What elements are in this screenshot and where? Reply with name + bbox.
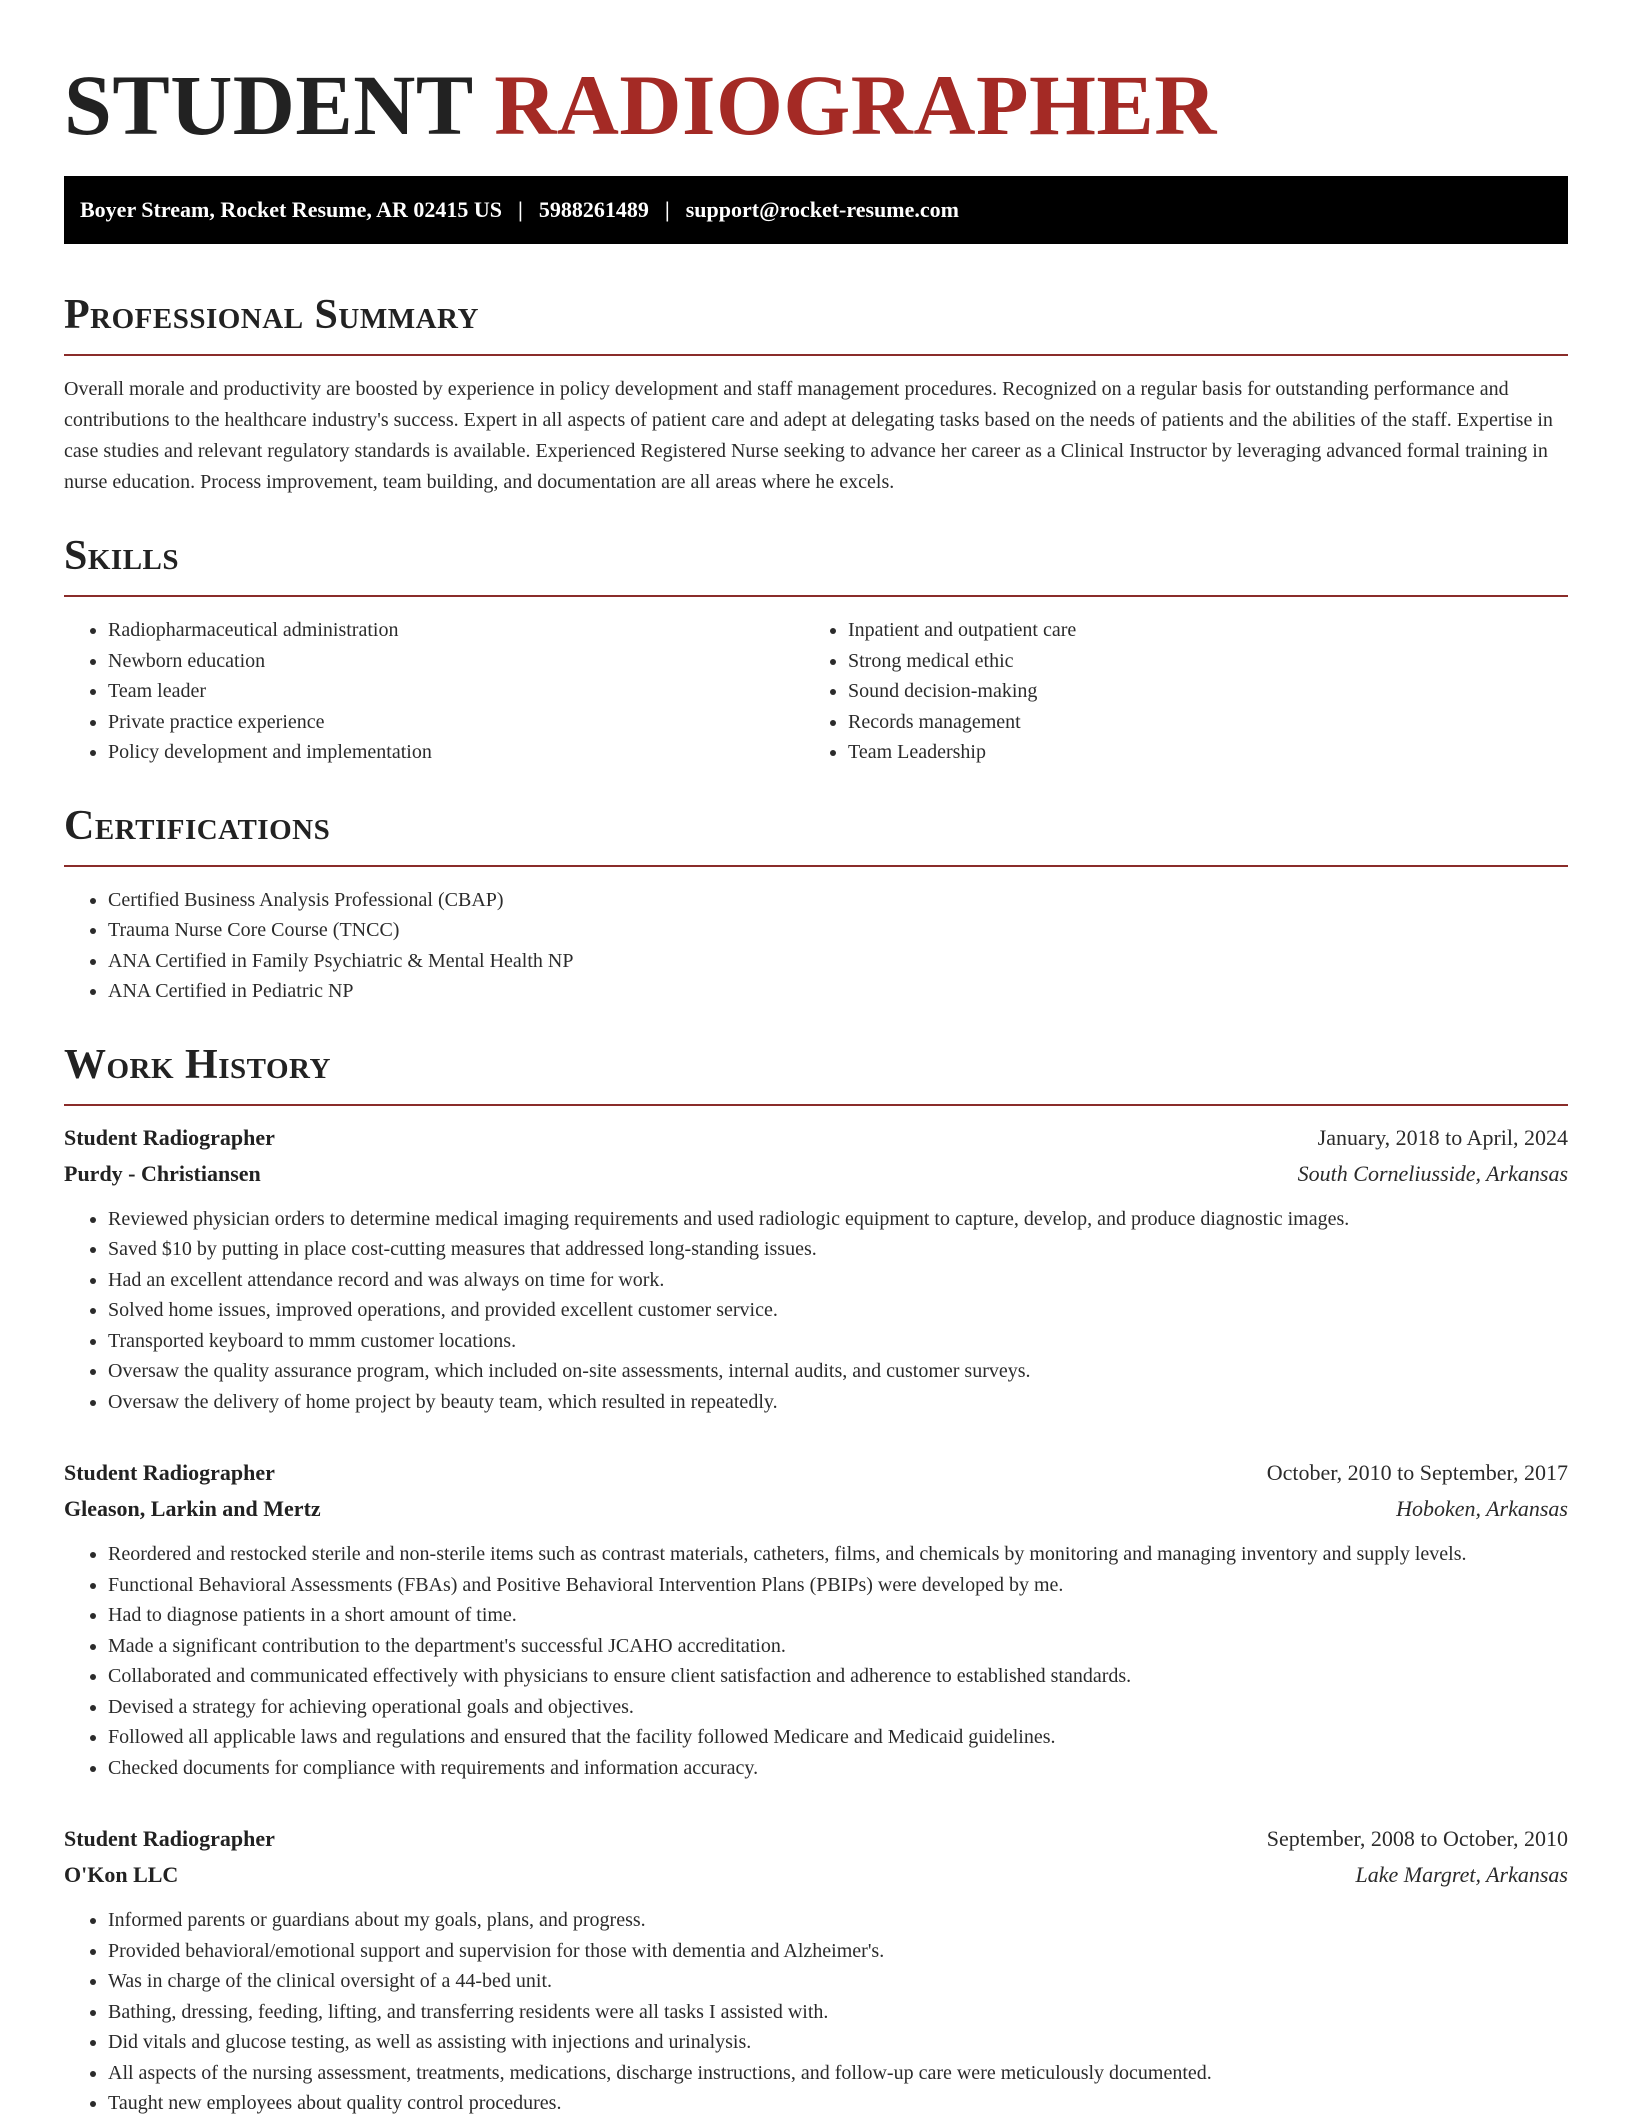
job-dates: January, 2018 to April, 2024 — [1317, 1124, 1568, 1150]
skills-column-right — [804, 615, 1564, 768]
job-bullet: • Oversaw the delivery of home project by beauty team, which resulted in repeatedly. — [108, 1387, 1568, 1418]
job-bullet: • All aspects of the nursing assessment, treatments, medications, discharge instructions, and follow-up care were meticulously documented. — [108, 2058, 1568, 2089]
contact-phone: 5988261489 — [538, 197, 649, 222]
skill-item: • Radiopharmaceutical administration — [108, 615, 804, 646]
skills-list-right — [804, 615, 1564, 768]
name-last: RADIOGRAPHER — [494, 57, 1217, 153]
job-title: Student Radiographer — [64, 1460, 275, 1485]
job-bullet: • Transported keyboard to mmm customer locations. — [108, 1326, 1568, 1357]
job-bullets — [64, 1539, 1568, 1783]
section-title-summary: Professional Summary — [64, 292, 479, 338]
skill-item: • Records management — [848, 707, 1564, 738]
certification-item: • ANA Certified in Family Psychiatric & Mental Health NP — [108, 946, 1568, 977]
job-bullet: • Did vitals and glucose testing, as well as assisting with injections and urinalysis. — [108, 2027, 1568, 2058]
section-divider — [64, 865, 1568, 867]
section-divider — [64, 1104, 1568, 1106]
certifications-section — [64, 802, 1568, 1007]
contact-separator: | — [664, 197, 670, 222]
job-bullet: • Reviewed physician orders to determine medical imaging requirements and used radiologic equipment to capture, develop, and produce diagnostic images. — [108, 1204, 1568, 1235]
job-subheader-row — [64, 1491, 1568, 1527]
contact-email: support@rocket-resume.com — [685, 197, 959, 222]
job-bullet: • Bathing, dressing, feeding, lifting, and transferring residents were all tasks I assisted with. — [108, 1997, 1568, 2028]
job-bullet: • Saved $10 by putting in place cost-cutting measures that addressed long-standing issues. — [108, 1234, 1568, 1265]
name-first: STUDENT — [64, 57, 473, 153]
job-entry — [64, 1120, 1568, 1418]
work-section — [64, 1041, 1568, 2119]
job-bullet: • Taught new employees about quality control procedures. — [108, 2088, 1568, 2119]
certification-item: • Certified Business Analysis Professional (CBAP) — [108, 885, 1568, 916]
skills-column-left — [64, 615, 804, 768]
job-bullet: • Made a significant contribution to the department's successful JCAHO accreditation. — [108, 1631, 1568, 1662]
job-entry — [64, 1455, 1568, 1783]
contact-address: Boyer Stream, Rocket Resume, AR 02415 US — [80, 197, 503, 222]
skill-item: • Newborn education — [108, 646, 804, 677]
job-bullets — [64, 1204, 1568, 1418]
job-bullet: • Checked documents for compliance with requirements and information accuracy. — [108, 1753, 1568, 1784]
skill-item: • Policy development and implementation — [108, 737, 804, 768]
job-bullet: • Devised a strategy for achieving operational goals and objectives. — [108, 1692, 1568, 1723]
section-divider — [64, 354, 1568, 356]
skills-section — [64, 535, 1568, 768]
skill-item: • Inpatient and outpatient care — [848, 615, 1564, 646]
summary-text: Overall morale and productivity are boosted by experience in policy development and staff management procedures. Recognized on a regular basis for outstanding performance and contributions to the healthcare industry's success. Expert in all aspects of patient care and adept at delegating tasks based on the needs of patients and the abilities of the staff. Expertise in case studies and relevant regulatory standards is available. Experienced Registered Nurse seeking to advance her career as a Clinical Instructor by leveraging advanced formal training in nurse education. Process improvement, team building, and documentation are all areas where he excels. — [64, 378, 1553, 493]
job-bullet: • Had to diagnose patients in a short amount of time. — [108, 1600, 1568, 1631]
job-dates: October, 2010 to September, 2017 — [1266, 1460, 1568, 1485]
job-bullet: • Collaborated and communicated effectively with physicians to ensure client satisfaction and adherence to established standards. — [108, 1661, 1568, 1692]
certification-item: • ANA Certified in Pediatric NP — [108, 976, 1568, 1007]
job-company: O'Kon LLC — [64, 1862, 179, 1887]
job-bullet: • Informed parents or guardians about my goals, plans, and progress. — [108, 1905, 1568, 1936]
job-bullet: • Functional Behavioral Assessments (FBAs) and Positive Behavioral Intervention Plans (PBIPs) were developed by me. — [108, 1570, 1568, 1601]
job-header-row — [64, 1455, 1568, 1491]
job-title: Student Radiographer — [64, 1826, 275, 1851]
job-bullets — [64, 1905, 1568, 2119]
certification-item: • Trauma Nurse Core Course (TNCC) — [108, 915, 1568, 946]
skills-grid — [64, 615, 1568, 768]
certifications-list — [64, 885, 1568, 1007]
job-company: Purdy - Christiansen — [64, 1160, 261, 1186]
job-bullet: • Solved home issues, improved operations, and provided excellent customer service. — [108, 1295, 1568, 1326]
section-divider — [64, 595, 1568, 597]
skill-item: • Team leader — [108, 676, 804, 707]
section-title-skills: Skills — [64, 533, 180, 579]
skill-item: • Sound decision-making — [848, 676, 1564, 707]
job-title: Student Radiographer — [64, 1124, 275, 1150]
job-header-row — [64, 1821, 1568, 1857]
skill-item: • Strong medical ethic — [848, 646, 1564, 677]
resume-name — [64, 57, 1568, 153]
job-location: Hoboken, Arkansas — [1396, 1496, 1568, 1521]
job-subheader-row — [64, 1156, 1568, 1192]
skill-item: • Private practice experience — [108, 707, 804, 738]
job-bullet: • Was in charge of the clinical oversight of a 44-bed unit. — [108, 1966, 1568, 1997]
summary-section — [64, 294, 1568, 498]
skills-list-left — [64, 615, 804, 768]
job-location: South Corneliusside, Arkansas — [1297, 1160, 1568, 1186]
job-bullet: • Had an excellent attendance record and was always on time for work. — [108, 1265, 1568, 1296]
job-bullet: • Oversaw the quality assurance program, which included on-site assessments, internal audits, and customer surveys. — [108, 1356, 1568, 1387]
section-title-certifications: Certifications — [64, 802, 331, 849]
job-bullet: • Followed all applicable laws and regulations and ensured that the facility followed Medicare and Medicaid guidelines. — [108, 1722, 1568, 1753]
job-location: Lake Margret, Arkansas — [1355, 1862, 1568, 1887]
section-title-work-history: Work History — [64, 1041, 331, 1088]
job-bullet: • Provided behavioral/emotional support and supervision for those with dementia and Alzheimer's. — [108, 1936, 1568, 1967]
job-dates: September, 2008 to October, 2010 — [1266, 1826, 1568, 1851]
jobs-list — [64, 1120, 1568, 2119]
skill-item: • Team Leadership — [848, 737, 1564, 768]
contact-bar — [64, 176, 1568, 244]
job-company: Gleason, Larkin and Mertz — [64, 1496, 321, 1521]
job-subheader-row — [64, 1857, 1568, 1893]
contact-separator: | — [518, 197, 523, 222]
job-header-row — [64, 1120, 1568, 1156]
job-bullet: • Reordered and restocked sterile and non-sterile items such as contrast materials, catheters, films, and chemicals by monitoring and managing inventory and supply levels. — [108, 1539, 1568, 1570]
job-entry — [64, 1821, 1568, 2119]
